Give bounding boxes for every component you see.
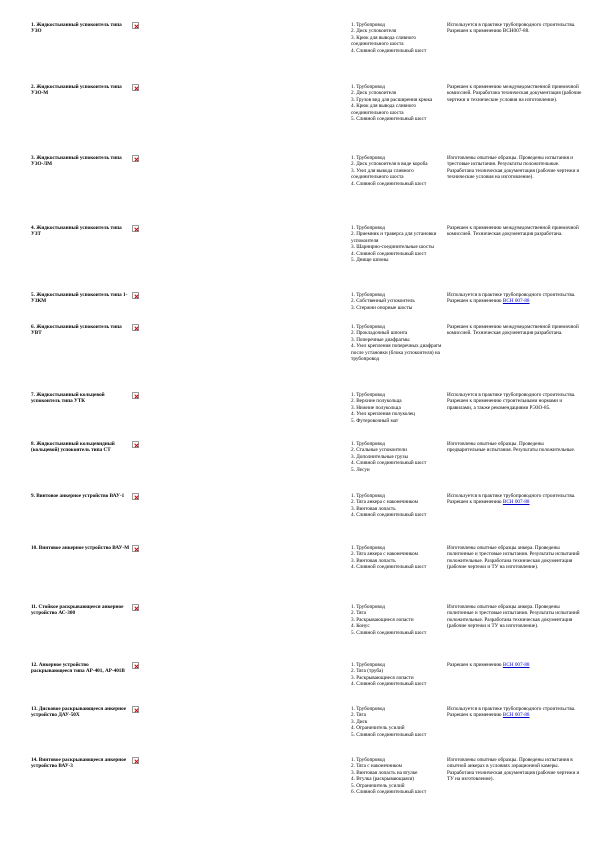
part-item: 5. Сливной соединительный шост xyxy=(351,116,427,123)
status-note-text: Используется в практике трубопроводного строительства. Разрешен к применению строительными нормами и правилами, а также рекомендациями РЭЗО-85. xyxy=(447,392,576,411)
part-item: 1. Трубопровод xyxy=(351,155,385,161)
part-item: 4. Сливной соединительный шост xyxy=(351,47,427,54)
part-item: 4. Крюк для вывода сливного соединительного шоста xyxy=(351,103,416,116)
status-note xyxy=(447,706,582,719)
device-name: 6. Жидкостьнанный успокоитель типа УВТ xyxy=(31,324,122,337)
part-item: 4. Сливной соединительный шост xyxy=(351,681,427,688)
status-note xyxy=(447,545,582,571)
part-item: 3. Раскрывающиеся лопасти xyxy=(351,616,414,623)
broken-image-icon xyxy=(132,493,139,500)
part-item: 6. Сливной соединительный шост xyxy=(351,789,427,796)
part-item: 1. Трубопровод xyxy=(351,545,385,551)
parts-list xyxy=(351,662,445,688)
part-item: 2. Прокладочный шпонта xyxy=(351,330,408,337)
standard-link[interactable]: ВСН 007-88 xyxy=(502,662,530,668)
part-item: 2. Собственный успокоитель xyxy=(351,298,415,305)
part-item: 1. Трубопровод xyxy=(351,662,385,668)
part-item: 3. Дополнительные грузы xyxy=(351,453,408,460)
part-item: 1. Трубопровод xyxy=(351,706,385,712)
parts-list xyxy=(351,545,445,571)
status-note xyxy=(447,441,582,454)
part-item: 3. Винтовая лопасть xyxy=(351,505,396,512)
part-item: 1. Трубопровод xyxy=(351,604,385,610)
part-item: 1. Трубопровод xyxy=(351,292,385,298)
parts-list xyxy=(351,155,445,187)
parts-list xyxy=(351,604,445,636)
status-note xyxy=(447,84,582,103)
parts-list xyxy=(351,225,445,263)
part-item: 4. Узел крепления полуколец xyxy=(351,411,415,418)
part-item: 1. Трубопровод xyxy=(351,441,385,447)
device-name: 9. Винтовое анкерное устройство ВАУ-1 xyxy=(31,493,125,499)
part-item: 4. Сливной соединительный шост xyxy=(351,250,427,257)
status-note xyxy=(447,757,582,783)
broken-image-icon xyxy=(132,662,139,669)
part-item: 5. Лесуи xyxy=(351,466,370,473)
part-item: 1. Трубопровод xyxy=(351,493,385,499)
broken-image-icon xyxy=(132,706,139,713)
status-note xyxy=(447,155,582,181)
parts-list xyxy=(351,706,445,738)
device-name: 11. Стойкое раскрывающееся анкерное устройство АС-300 xyxy=(31,604,124,617)
device-name: 10. Винтовое анкерное устройство ВАУ-М xyxy=(31,545,130,551)
part-item: 5. Ограничитель усилий xyxy=(351,782,405,789)
broken-image-icon xyxy=(132,392,139,399)
part-item: 5. Сливной соединительный шост xyxy=(351,629,427,636)
status-note-text: Используется в практике трубопроводного строительства. Разрешен к применению xyxy=(447,493,576,506)
part-item: 4. Сливной соединительный шост xyxy=(351,564,427,571)
status-note xyxy=(447,225,582,238)
status-note xyxy=(447,324,582,337)
status-note-text: Изготовлены опытные образцы. Проведены испытания и трестовые испытания. Результаты положительные. Разработана техническая документация (рабочие чертежи и технические условия на изготовление). xyxy=(447,155,580,181)
part-item: 3. Раскрывающиеся лопасти xyxy=(351,674,414,681)
parts-list xyxy=(351,392,445,424)
device-name: 4. Жидкостьнанный успокоитель типа УЗТ xyxy=(31,225,122,238)
device-name: 5. Жидкостьнанный успокоитель типа 1-УЗКМ xyxy=(31,292,128,305)
parts-list xyxy=(351,292,445,311)
part-item: 3. Винтовая лопасть xyxy=(351,557,396,564)
part-item: 1. Трубопровод xyxy=(351,324,385,330)
status-note-text: Используется в практике трубопроводного строительства. Разрешен к применению ВСН007-88. xyxy=(447,22,576,35)
part-item: 3. Грузов вид для расширения крюка xyxy=(351,96,433,103)
standard-link[interactable]: ВСН 007-88 xyxy=(502,499,530,506)
broken-image-icon xyxy=(132,757,139,764)
part-item: 2. Стальные успокоители xyxy=(351,447,407,454)
status-note xyxy=(447,392,582,411)
device-name: 13. Дисковое раскрывающееся анкерное устройство ДАУ-50Х xyxy=(31,706,127,719)
broken-image-icon xyxy=(132,324,139,331)
standard-link[interactable]: ВСН 007-88 xyxy=(502,298,530,305)
status-note-text: Изготовлены опытные образцы. Проведены испытания в опытной анкерах в условиях аэрационной камеры. Разработана техническая документация (рабочие чертежи и ТУ на изготовление). xyxy=(447,757,580,783)
status-note-text: Разрешен к применению междуведомственной приемочной комиссией. Техническая документация разработана. xyxy=(447,225,579,238)
part-item: 2. Диск успокоителя xyxy=(351,90,397,97)
part-item: 2. Тяга xyxy=(351,712,366,719)
part-item: 2. Тяга xyxy=(351,610,366,617)
status-note xyxy=(447,662,582,668)
broken-image-icon xyxy=(132,22,139,29)
device-name: 3. Жидкостьнанный успокоитель типа УЗО-ЛМ xyxy=(31,155,122,168)
status-note-text: Разрешен к применению междуведомственной приемочной комиссией. Техническая документация разработана. xyxy=(447,324,579,337)
device-name: 12. Анкерное устройство раскрывающееся типа АР-401, АР-401В xyxy=(31,662,125,675)
part-item: 4. Ограничитель усилий xyxy=(351,725,405,732)
part-item: 3. Крюк для вывода сливного соединительного шоста xyxy=(351,34,416,48)
part-item: 5. Футеровочный мат xyxy=(351,417,399,424)
device-name: 2. Жидкостьнанный успокоитель типа УЗО-М xyxy=(31,84,122,97)
part-item: 3. Стержни опорные шосты xyxy=(351,304,413,311)
broken-image-icon xyxy=(132,225,139,232)
device-name: 14. Винтовое раскрывающееся анкерное устройство ВАУ-3 xyxy=(31,757,127,770)
part-item: 2. Диск успокоителя в виде короба xyxy=(351,161,428,168)
part-item: 4. Конус xyxy=(351,623,370,630)
status-note xyxy=(447,22,582,35)
part-item: 1. Трубопровод xyxy=(351,225,385,231)
part-item: 1. Трубопровод xyxy=(351,757,385,763)
status-note xyxy=(447,493,582,506)
part-item: 1. Трубопровод xyxy=(351,84,385,90)
part-item: 3. Нижние полукольца xyxy=(351,404,401,411)
part-item: 2. Диск успокоителя xyxy=(351,28,397,35)
part-item: 3. Шарнирно-соединительные шосты xyxy=(351,244,434,251)
parts-list xyxy=(351,84,445,122)
part-item: 5. Сливной соединительный шост xyxy=(351,731,427,738)
status-note xyxy=(447,292,582,305)
status-note-text: Разрешен к применению xyxy=(447,662,503,668)
status-note-text: Используется в практике трубопроводного строительства. Разрешен к применению xyxy=(447,706,576,719)
status-note-text: Изготовлены опытные образцы анкера. Проведены полигонные и трестовые испытания. Результаты испытаний положительные. Разработана техническая документация (рабочие чертежи и ТУ на изготовление). xyxy=(447,604,580,630)
part-item: 4. Сливной соединительный шост xyxy=(351,512,427,519)
part-item: 3. Узел для вывода сливного соединительного шоста xyxy=(351,167,414,181)
part-item: 2. Приемник и траверса для установки успокоителя xyxy=(351,231,437,244)
part-item: 2. Тяга анкера с наконечником xyxy=(351,499,418,506)
parts-list xyxy=(351,22,445,54)
device-name: 8. Жидкостьнанный кольцевидный (кольцевой) успокоитель типа СТ xyxy=(31,441,115,454)
part-item: 4. Сливной соединительный шост xyxy=(351,460,427,467)
part-item: 5. Днище шпоны xyxy=(351,257,389,264)
broken-image-icon xyxy=(132,441,139,448)
standard-link[interactable]: ВСН 007-88 xyxy=(502,712,530,719)
part-item: 1. Трубопровод xyxy=(351,392,385,398)
status-note-text: Разрешен к применению междуведомственной приемочной комиссией. Разработана техническая документация (рабочие чертежи и технические условия на изготовление). xyxy=(447,84,582,103)
part-item: 2. Тяга анкера с наконечником xyxy=(351,551,418,558)
part-item: 4. Втулка (раскрывающаяся) xyxy=(351,776,415,783)
device-name: 1. Жидкостьнанный успокоитель типа УЗО xyxy=(31,22,122,35)
part-item: 2. Тяга (труба) xyxy=(351,668,384,675)
parts-list xyxy=(351,757,445,795)
status-note-text: Изготовлены опытные образцы. Проведены предварительные испытания. Результаты положительные. xyxy=(447,441,576,454)
part-item: 3. Винтовая лопасть на втулке xyxy=(351,769,418,776)
broken-image-icon xyxy=(132,545,139,552)
parts-list xyxy=(351,441,445,473)
broken-image-icon xyxy=(132,84,139,91)
part-item: 3. Поперечные диафрагмы xyxy=(351,336,410,343)
parts-list xyxy=(351,324,445,362)
device-name: 7. Жидкостьнанный кольцевой успокоитель типа УТК xyxy=(31,392,105,405)
part-item: 3. Диск xyxy=(351,718,368,725)
broken-image-icon xyxy=(132,604,139,611)
part-item: 1. Трубопровод xyxy=(351,22,385,28)
broken-image-icon xyxy=(132,292,139,299)
status-note xyxy=(447,604,582,630)
part-item: 2. Верхние полукольца xyxy=(351,398,402,405)
parts-list xyxy=(351,493,445,519)
status-note-text: Используется в практике трубопроводного строительства. Разрешен к применению xyxy=(447,292,576,305)
part-item: 2. Тяга с наконечником xyxy=(351,763,402,770)
part-item: 4. Узел крепления поперечных диафрагм после установки (блока успокоителя) на трубопровод xyxy=(351,343,442,363)
broken-image-icon xyxy=(132,155,139,162)
part-item: 4. Сливной соединительный шост xyxy=(351,180,427,187)
status-note-text: Изготовлены опытные образцы анкера. Проведены полигонные и трестовые испытания. Результаты испытаний положительные. Разработана техническая документация (рабочие чертежи и ТУ на изготовление). xyxy=(447,545,580,571)
